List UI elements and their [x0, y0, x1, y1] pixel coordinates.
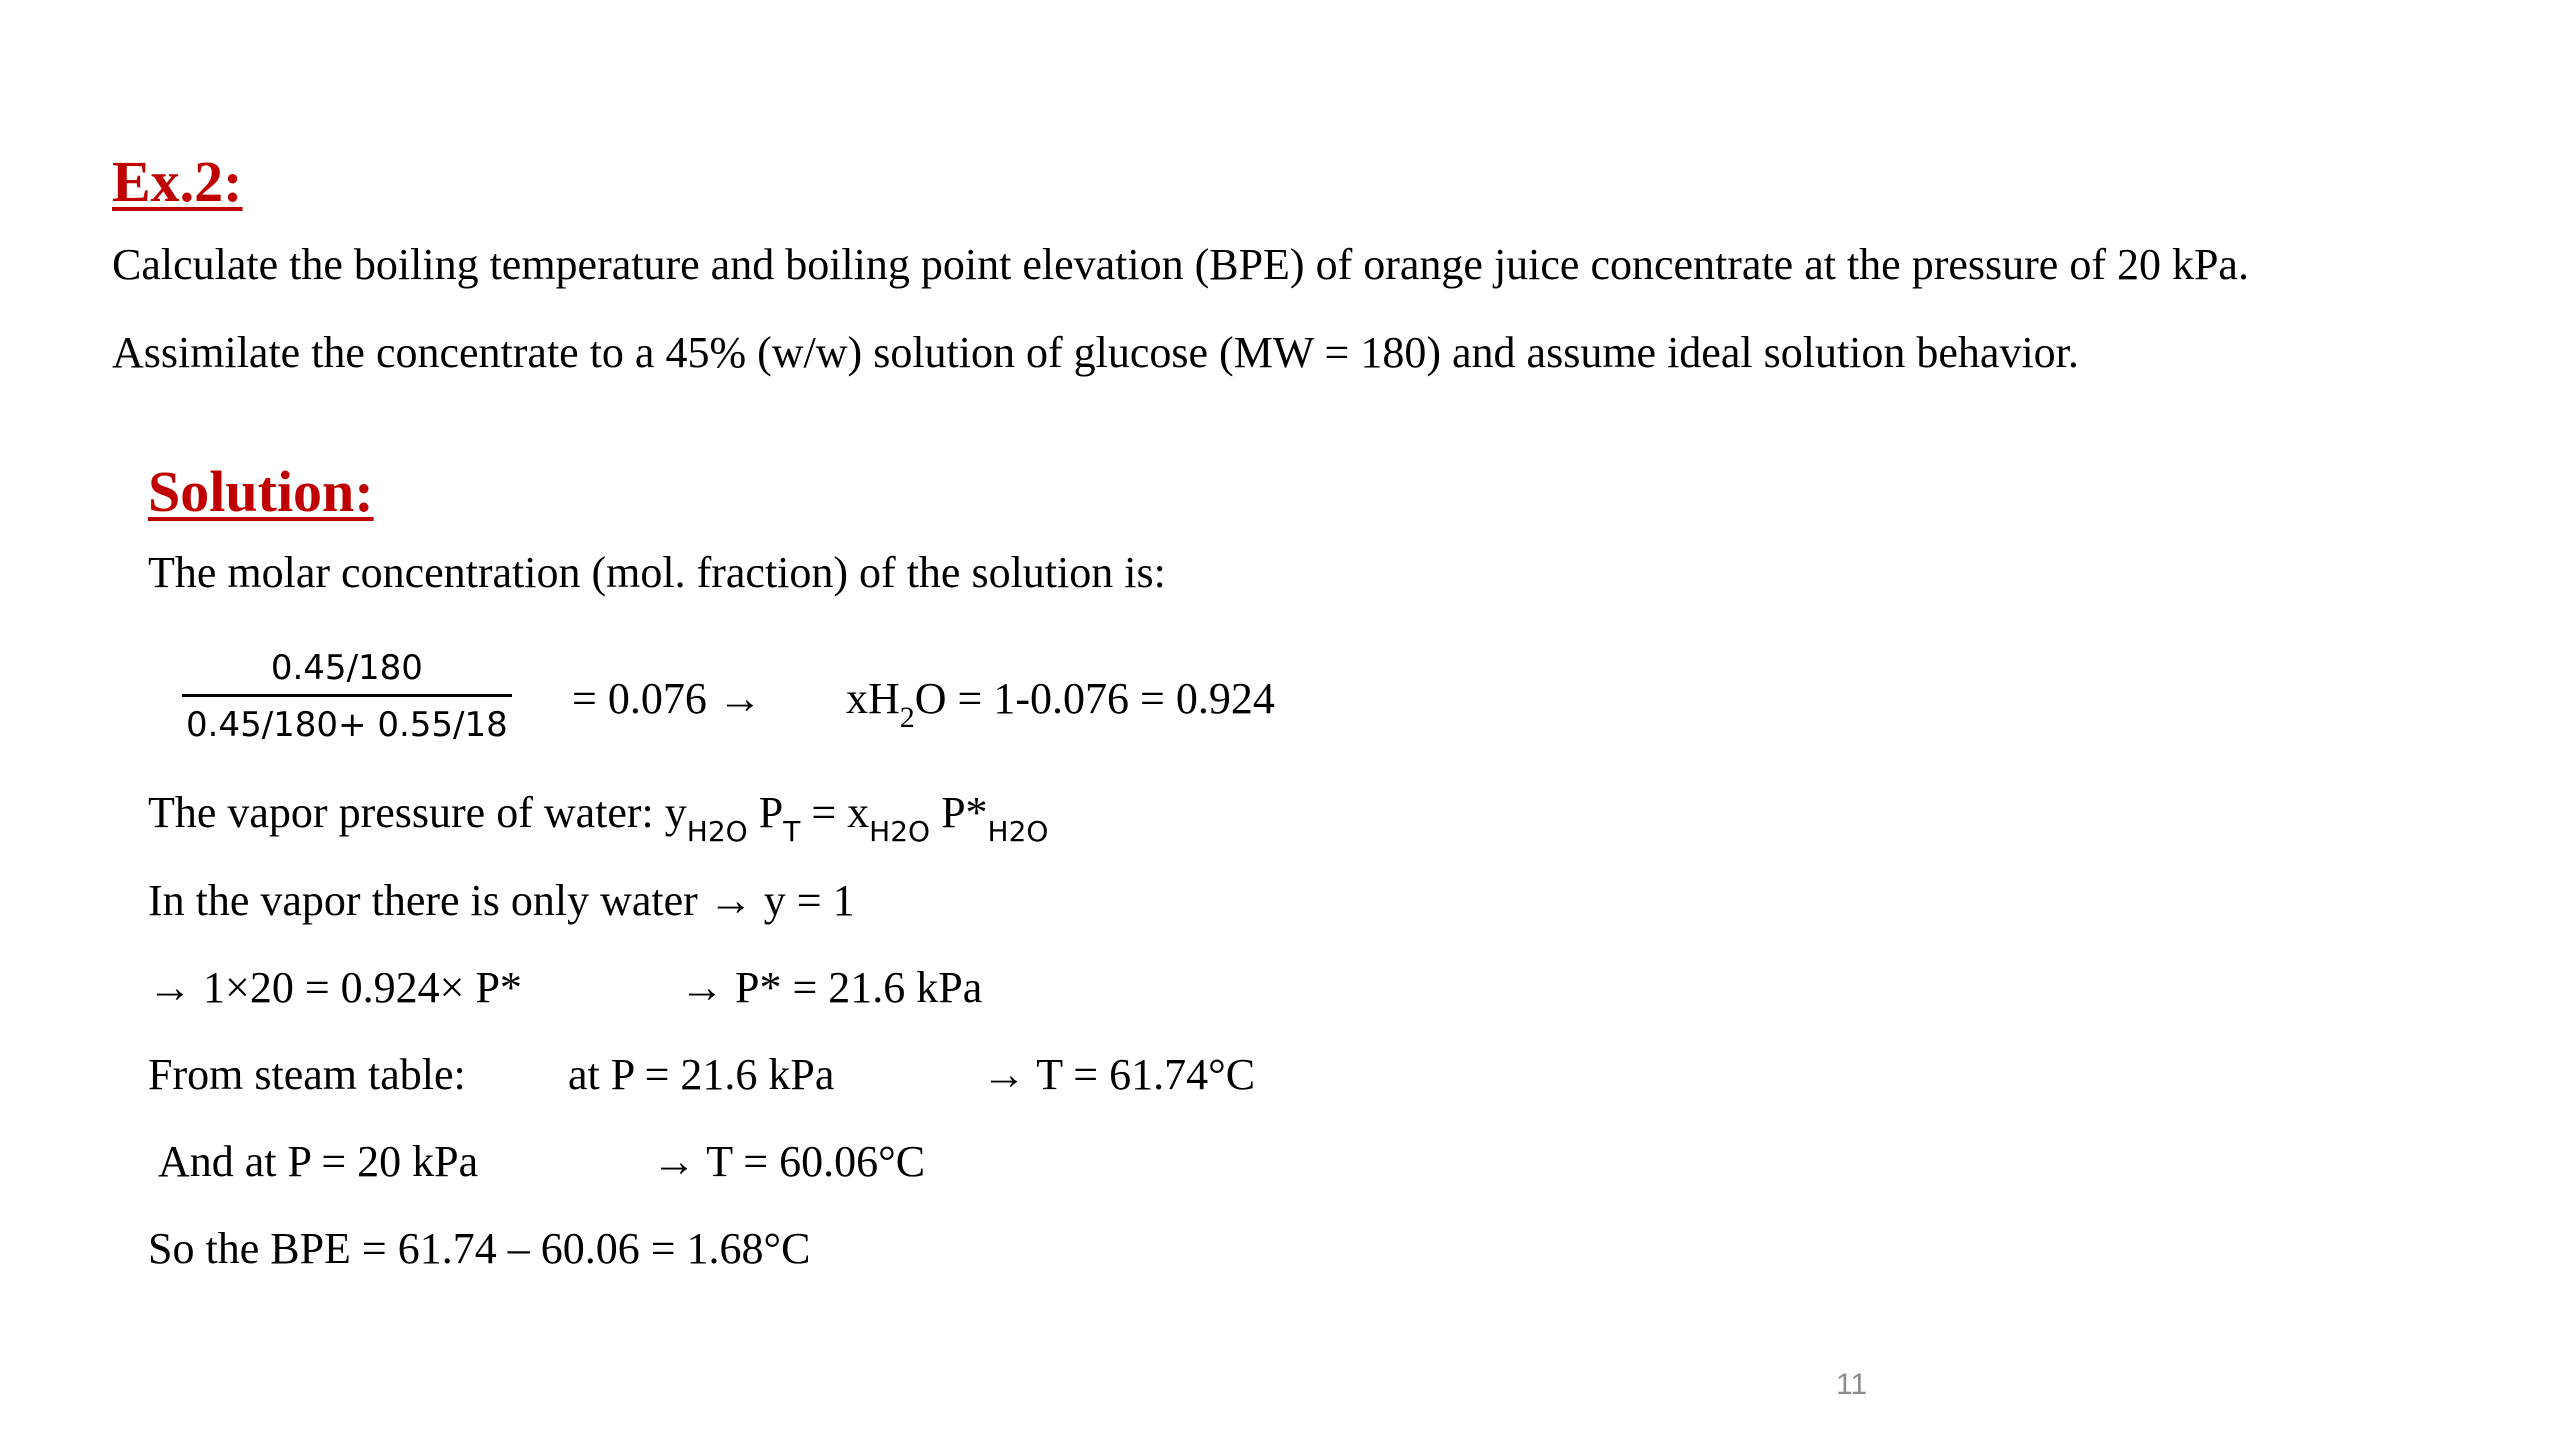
water-x-prefix: xH	[846, 674, 900, 723]
fraction-numerator: 0.45/180	[270, 648, 423, 688]
and-at-pressure: And at P = 20 kPa	[158, 1137, 479, 1186]
vapor-sub-4: H2O	[987, 815, 1049, 848]
page-number: 11	[1836, 1368, 1868, 1401]
vapor-sub-2: T	[783, 815, 801, 848]
vapor-sub-3: H2O	[869, 815, 931, 848]
vapor-pressure-line	[148, 788, 1049, 848]
vapor-only-line: In the vapor there is only water → y = 1	[148, 876, 855, 925]
vapor-pstar: P*	[930, 788, 988, 837]
calc-line-right: → P* = 21.6 kPa	[680, 963, 983, 1012]
and-at-temperature: → T = 60.06°C	[652, 1137, 926, 1186]
vapor-p: P	[747, 788, 784, 837]
mole-fraction	[182, 648, 512, 745]
bpe-result: So the BPE = 61.74 – 60.06 = 1.68°C	[148, 1224, 811, 1273]
vapor-mid: = x	[800, 788, 870, 837]
vapor-prefix: The vapor pressure of water: y	[148, 788, 687, 837]
solution-title: Solution:	[148, 459, 374, 524]
problem-line-2: Assimilate the concentrate to a 45% (w/w) solution of glucose (MW = 180) and assume ideal solution behavior.	[112, 328, 2079, 377]
steam-table-pressure: at P = 21.6 kPa	[568, 1050, 835, 1099]
water-x-rest: O = 1-0.076 = 0.924	[914, 674, 1275, 723]
example-title: Ex.2:	[112, 149, 243, 214]
water-x-subscript: 2	[899, 701, 915, 734]
water-mole-fraction	[846, 674, 1275, 734]
problem-line-1: Calculate the boiling temperature and boiling point elevation (BPE) of orange juice concentrate at the pressure of 20 kPa.	[112, 240, 2249, 289]
fraction-result: = 0.076 →	[572, 674, 762, 723]
calc-line-left: → 1×20 = 0.924× P*	[148, 963, 522, 1012]
vapor-sub-1: H2O	[686, 815, 748, 848]
fraction-denominator: 0.45/180+ 0.55/18	[186, 705, 508, 745]
steam-table-temperature: → T = 61.74°C	[982, 1050, 1256, 1099]
solution-intro: The molar concentration (mol. fraction) of the solution is:	[148, 548, 1166, 597]
steam-table-label: From steam table:	[148, 1050, 466, 1099]
